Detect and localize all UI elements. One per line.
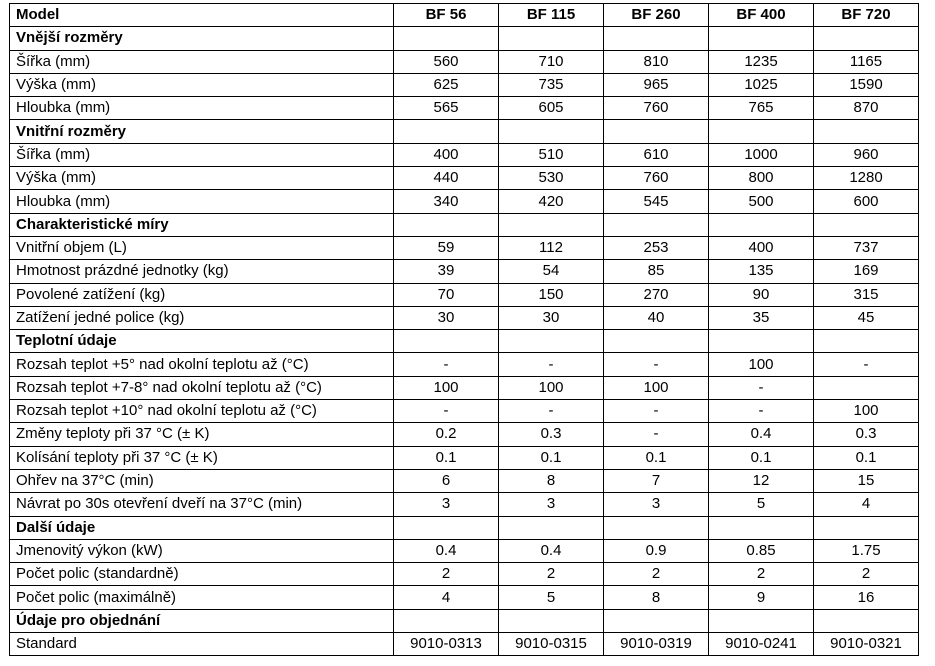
cell-value: 30 [499, 306, 604, 329]
cell-value: 59 [394, 236, 499, 259]
cell-value: 960 [814, 143, 919, 166]
cell-value: 710 [499, 50, 604, 73]
cell-value: 400 [394, 143, 499, 166]
cell-value: 500 [709, 190, 814, 213]
cell-value [604, 330, 709, 353]
row-label: Jmenovitý výkon (kW) [10, 539, 394, 562]
cell-value: 70 [394, 283, 499, 306]
row-label: Zatížení jedné police (kg) [10, 306, 394, 329]
table-row [10, 167, 919, 190]
table-row [10, 73, 919, 96]
table-header-row [10, 4, 919, 27]
header-model-1: BF 56 [394, 4, 499, 27]
table-row [10, 50, 919, 73]
table-row [10, 423, 919, 446]
cell-value [394, 609, 499, 632]
cell-value: 800 [709, 167, 814, 190]
table-row [10, 400, 919, 423]
cell-value [394, 516, 499, 539]
cell-value: 2 [604, 563, 709, 586]
row-label: Hloubka (mm) [10, 190, 394, 213]
row-label: Standard [10, 633, 394, 656]
cell-value: 9010-0319 [604, 633, 709, 656]
cell-value: 169 [814, 260, 919, 283]
cell-value [604, 516, 709, 539]
row-label: Kolísání teploty při 37 °C (± K) [10, 446, 394, 469]
cell-value: 9010-0313 [394, 633, 499, 656]
table-row [10, 306, 919, 329]
cell-value: 545 [604, 190, 709, 213]
cell-value: 0.1 [394, 446, 499, 469]
cell-value: 0.3 [499, 423, 604, 446]
row-label: Vnitřní objem (L) [10, 236, 394, 259]
cell-value: 600 [814, 190, 919, 213]
cell-value: 5 [499, 586, 604, 609]
cell-value: 810 [604, 50, 709, 73]
section-heading: Teplotní údaje [10, 330, 394, 353]
cell-value [394, 213, 499, 236]
row-label: Návrat po 30s otevření dveří na 37°C (min) [10, 493, 394, 516]
cell-value: 420 [499, 190, 604, 213]
cell-value: 8 [499, 469, 604, 492]
cell-value [814, 120, 919, 143]
cell-value [499, 213, 604, 236]
cell-value [814, 609, 919, 632]
cell-value: 0.1 [604, 446, 709, 469]
cell-value: 1.75 [814, 539, 919, 562]
row-label: Rozsah teplot +10° nad okolní teplotu až (°C) [10, 400, 394, 423]
cell-value: 0.9 [604, 539, 709, 562]
cell-value: 12 [709, 469, 814, 492]
cell-value: 870 [814, 97, 919, 120]
cell-value: 3 [604, 493, 709, 516]
row-label: Počet polic (standardně) [10, 563, 394, 586]
cell-value [604, 609, 709, 632]
row-label: Povolené zatížení (kg) [10, 283, 394, 306]
cell-value: 35 [709, 306, 814, 329]
cell-value: 9010-0321 [814, 633, 919, 656]
cell-value: 0.85 [709, 539, 814, 562]
row-label: Ohřev na 37°C (min) [10, 469, 394, 492]
section-heading: Údaje pro objednání [10, 609, 394, 632]
cell-value: 7 [604, 469, 709, 492]
cell-value: 565 [394, 97, 499, 120]
cell-value: - [604, 423, 709, 446]
cell-value [394, 27, 499, 50]
row-label: Výška (mm) [10, 167, 394, 190]
spec-table-body [10, 4, 919, 656]
cell-value [604, 27, 709, 50]
cell-value: 760 [604, 97, 709, 120]
cell-value: 3 [394, 493, 499, 516]
cell-value: 510 [499, 143, 604, 166]
cell-value [709, 609, 814, 632]
spec-table-container [9, 3, 919, 656]
cell-value: - [394, 400, 499, 423]
cell-value: 625 [394, 73, 499, 96]
cell-value: 9010-0241 [709, 633, 814, 656]
cell-value: 253 [604, 236, 709, 259]
cell-value: 1165 [814, 50, 919, 73]
cell-value [814, 330, 919, 353]
row-label: Šířka (mm) [10, 50, 394, 73]
cell-value [604, 120, 709, 143]
cell-value: 1235 [709, 50, 814, 73]
cell-value: 30 [394, 306, 499, 329]
cell-value [499, 609, 604, 632]
cell-value: 85 [604, 260, 709, 283]
section-row [10, 516, 919, 539]
cell-value [814, 213, 919, 236]
cell-value: 100 [814, 400, 919, 423]
section-row [10, 27, 919, 50]
cell-value [709, 213, 814, 236]
cell-value: - [499, 353, 604, 376]
cell-value: 9010-0315 [499, 633, 604, 656]
cell-value: - [709, 376, 814, 399]
cell-value: 9 [709, 586, 814, 609]
header-model-2: BF 115 [499, 4, 604, 27]
cell-value: 2 [709, 563, 814, 586]
cell-value: 40 [604, 306, 709, 329]
header-model-4: BF 400 [709, 4, 814, 27]
cell-value: 340 [394, 190, 499, 213]
table-row [10, 446, 919, 469]
cell-value [709, 120, 814, 143]
cell-value: 100 [604, 376, 709, 399]
table-row [10, 586, 919, 609]
cell-value: 270 [604, 283, 709, 306]
cell-value: 100 [709, 353, 814, 376]
table-row [10, 97, 919, 120]
cell-value: 4 [814, 493, 919, 516]
cell-value [394, 330, 499, 353]
row-label: Změny teploty při 37 °C (± K) [10, 423, 394, 446]
cell-value: 765 [709, 97, 814, 120]
cell-value: - [604, 400, 709, 423]
table-row [10, 190, 919, 213]
table-row [10, 143, 919, 166]
cell-value: 400 [709, 236, 814, 259]
cell-value: 15 [814, 469, 919, 492]
section-row [10, 213, 919, 236]
cell-value: - [604, 353, 709, 376]
row-label: Hloubka (mm) [10, 97, 394, 120]
section-row [10, 609, 919, 632]
table-row [10, 633, 919, 656]
cell-value: 0.3 [814, 423, 919, 446]
cell-value [814, 376, 919, 399]
cell-value [499, 516, 604, 539]
cell-value [499, 330, 604, 353]
cell-value [814, 27, 919, 50]
table-row [10, 353, 919, 376]
cell-value: 1000 [709, 143, 814, 166]
table-row [10, 539, 919, 562]
row-label: Výška (mm) [10, 73, 394, 96]
cell-value [394, 120, 499, 143]
table-row [10, 563, 919, 586]
cell-value: 0.1 [814, 446, 919, 469]
table-row [10, 376, 919, 399]
cell-value [709, 27, 814, 50]
table-row [10, 493, 919, 516]
table-row [10, 469, 919, 492]
row-label: Šířka (mm) [10, 143, 394, 166]
cell-value: - [394, 353, 499, 376]
cell-value: 0.2 [394, 423, 499, 446]
cell-value [499, 27, 604, 50]
cell-value: 100 [499, 376, 604, 399]
cell-value: 2 [499, 563, 604, 586]
section-heading: Vnitřní rozměry [10, 120, 394, 143]
cell-value [709, 516, 814, 539]
section-row [10, 330, 919, 353]
cell-value: 530 [499, 167, 604, 190]
row-label: Hmotnost prázdné jednotky (kg) [10, 260, 394, 283]
cell-value: 2 [814, 563, 919, 586]
cell-value [709, 330, 814, 353]
cell-value: 1280 [814, 167, 919, 190]
cell-value: 760 [604, 167, 709, 190]
cell-value: 605 [499, 97, 604, 120]
cell-value: 315 [814, 283, 919, 306]
cell-value: 560 [394, 50, 499, 73]
cell-value [604, 213, 709, 236]
row-label: Počet polic (maximálně) [10, 586, 394, 609]
cell-value: 5 [709, 493, 814, 516]
cell-value: 2 [394, 563, 499, 586]
cell-value: 610 [604, 143, 709, 166]
cell-value: 112 [499, 236, 604, 259]
cell-value: 0.1 [709, 446, 814, 469]
section-heading: Další údaje [10, 516, 394, 539]
header-model-5: BF 720 [814, 4, 919, 27]
cell-value: 1590 [814, 73, 919, 96]
cell-value: - [814, 353, 919, 376]
header-model-3: BF 260 [604, 4, 709, 27]
cell-value: 54 [499, 260, 604, 283]
header-model-label: Model [10, 4, 394, 27]
row-label: Rozsah teplot +7-8° nad okolní teplotu až (°C) [10, 376, 394, 399]
cell-value: 150 [499, 283, 604, 306]
cell-value: 6 [394, 469, 499, 492]
section-row [10, 120, 919, 143]
cell-value: 100 [394, 376, 499, 399]
table-row [10, 260, 919, 283]
cell-value: 3 [499, 493, 604, 516]
spec-table [9, 3, 919, 656]
cell-value: 965 [604, 73, 709, 96]
cell-value: 8 [604, 586, 709, 609]
cell-value: 135 [709, 260, 814, 283]
cell-value: 90 [709, 283, 814, 306]
cell-value: 0.4 [499, 539, 604, 562]
cell-value: 39 [394, 260, 499, 283]
cell-value: 1025 [709, 73, 814, 96]
cell-value: - [709, 400, 814, 423]
cell-value [814, 516, 919, 539]
cell-value: 440 [394, 167, 499, 190]
cell-value: 4 [394, 586, 499, 609]
cell-value: 735 [499, 73, 604, 96]
section-heading: Vnější rozměry [10, 27, 394, 50]
section-heading: Charakteristické míry [10, 213, 394, 236]
cell-value: - [499, 400, 604, 423]
cell-value: 0.1 [499, 446, 604, 469]
cell-value: 737 [814, 236, 919, 259]
cell-value: 16 [814, 586, 919, 609]
table-row [10, 283, 919, 306]
cell-value: 45 [814, 306, 919, 329]
table-row [10, 236, 919, 259]
row-label: Rozsah teplot +5° nad okolní teplotu až (°C) [10, 353, 394, 376]
cell-value [499, 120, 604, 143]
cell-value: 0.4 [394, 539, 499, 562]
cell-value: 0.4 [709, 423, 814, 446]
